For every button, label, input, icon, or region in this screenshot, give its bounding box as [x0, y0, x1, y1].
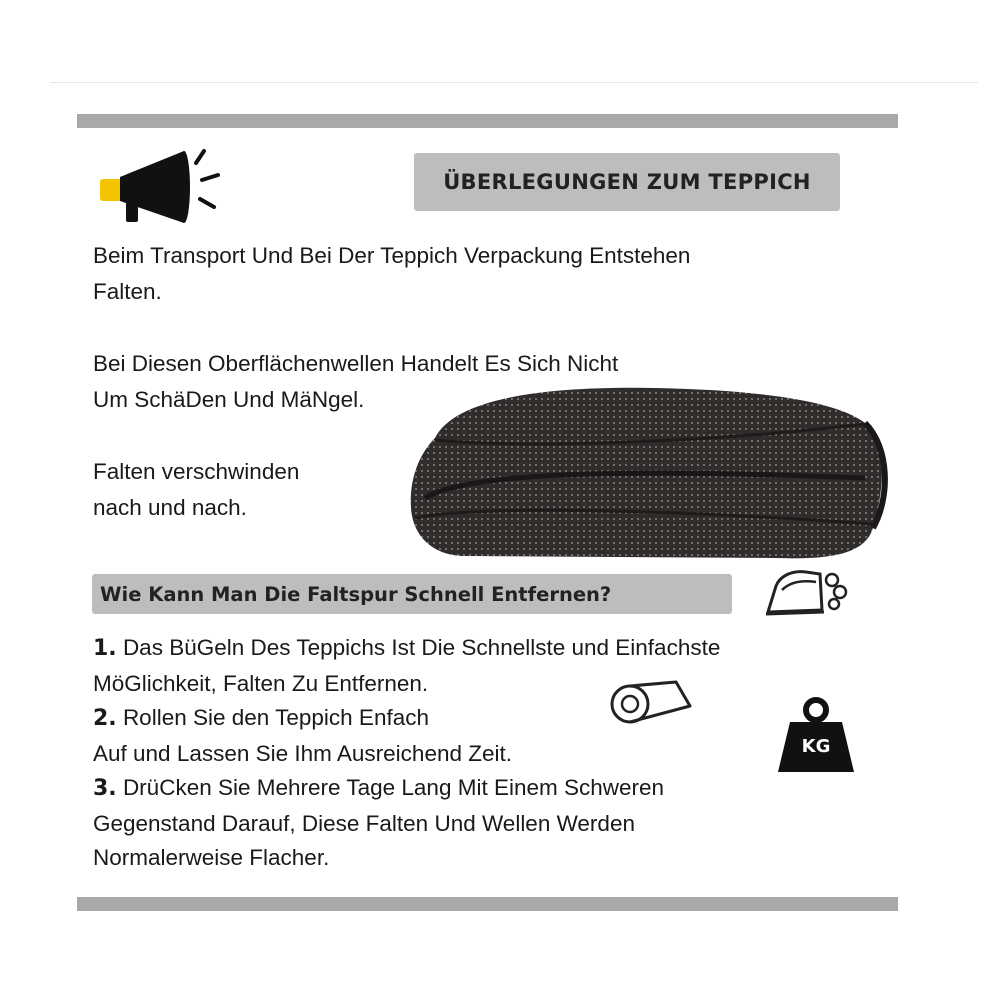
iron-icon [762, 562, 852, 622]
bottom-bar [77, 897, 898, 911]
top-bar [77, 114, 898, 128]
text-line: Auf und Lassen Sie Ihm Ausreichend Zeit. [93, 740, 512, 766]
text-line: Falten verschwinden [93, 459, 300, 484]
top-divider [50, 82, 978, 83]
list-item [93, 631, 720, 667]
weight-icon [778, 696, 854, 774]
page-title: ÜBERLEGUNGEN ZUM TEPPICH [414, 153, 840, 211]
intro-paragraph-3 [93, 454, 299, 526]
text-line: Bei Diesen Oberflächenwellen Handelt Es Sich Nicht [93, 351, 619, 376]
text-line: Gegenstand Darauf, Diese Falten Und Wellen Werden [93, 810, 635, 836]
text-line: nach und nach. [93, 495, 247, 520]
text-line: Um SchäDen Und MäNgel. [93, 387, 365, 412]
text-line: MöGlichkeit, Falten Zu Entfernen. [93, 670, 429, 696]
step-number: 1. [93, 636, 117, 661]
text-line: Rollen Sie den Teppich Enfach [122, 705, 429, 730]
question-heading: Wie Kann Man Die Faltspur Schnell Entfernen? [92, 574, 732, 614]
folded-rug-image [395, 378, 885, 568]
intro-paragraph-1 [93, 238, 690, 310]
steps-list [93, 631, 720, 876]
text-line: Das BüGeln Des Teppichs Ist Die Schnellste und Einfachste [122, 635, 721, 660]
step-number: 2. [93, 706, 117, 731]
weight-label: KG [801, 736, 831, 757]
list-item [93, 771, 720, 807]
text-line: Normalerweise Flacher. [93, 845, 330, 870]
text-line: Beim Transport Und Bei Der Teppich Verpackung Entstehen [93, 243, 691, 268]
rolled-rug-icon [606, 676, 696, 736]
megaphone-icon [96, 145, 226, 225]
text-line: Falten. [93, 279, 162, 304]
text-line: DrüCken Sie Mehrere Tage Lang Mit Einem Schweren [122, 775, 665, 800]
step-number: 3. [93, 776, 117, 801]
